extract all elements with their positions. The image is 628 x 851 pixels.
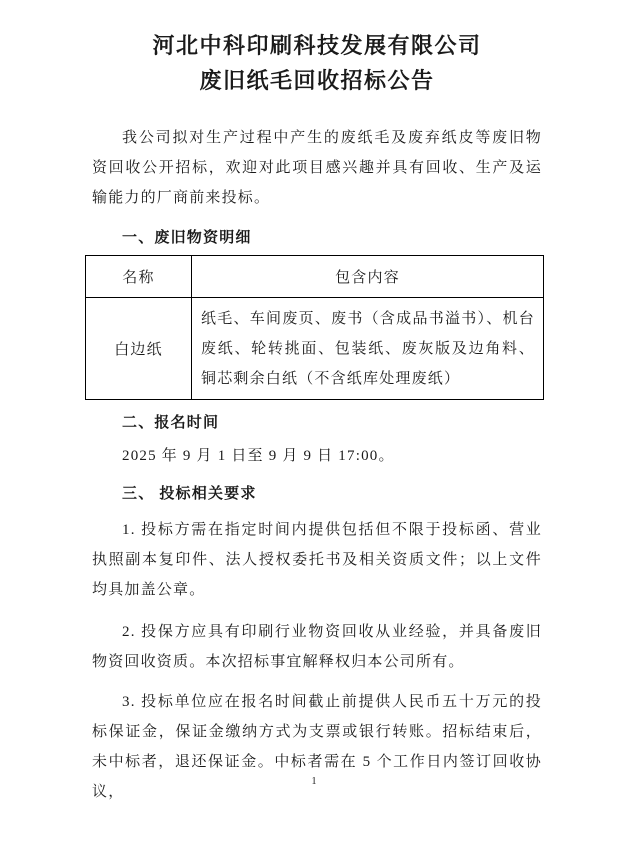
- section-3-heading: 三、 投标相关要求: [122, 486, 257, 502]
- table-header-row: [86, 256, 544, 298]
- table-header-content: 包含内容: [192, 256, 544, 298]
- requirement-item-1: 1. 投标方需在指定时间内提供包括但不限于投标函、营业执照副本复印件、法人授权委托书及相关资质文件；以上文件均具加盖公章。: [92, 522, 542, 598]
- section-2-heading: 二、报名时间: [122, 415, 220, 431]
- section-1-heading: 一、废旧物资明细: [122, 230, 252, 246]
- doc-subtitle: 废旧纸毛回收招标公告: [199, 68, 435, 93]
- doc-title: 河北中科印刷科技发展有限公司: [152, 33, 482, 58]
- intro-paragraph: 我公司拟对生产过程中产生的废纸毛及废弃纸皮等废旧物资回收公开招标，欢迎对此项目感兴趣并具有回收、生产及运输能力的厂商前来投标。: [92, 130, 542, 206]
- table-row: [86, 298, 544, 400]
- table-cell-material-content: 纸毛、车间废页、废书（含成品书溢书）、机台废纸、轮转挑面、包装纸、废灰版及边角料、铜芯剩余白纸（不含纸库处理废纸）: [192, 298, 544, 400]
- table-header-name: 名称: [86, 256, 192, 298]
- title-block: [92, 28, 542, 98]
- registration-period: 2025 年 9 月 1 日至 9 月 9 日 17:00。: [122, 448, 395, 464]
- page-number: 1: [311, 776, 317, 787]
- table-cell-material-name: 白边纸: [86, 298, 192, 400]
- materials-table: [85, 255, 544, 400]
- requirement-item-2: 2. 投保方应具有印刷行业物资回收从业经验，并具备废旧物资回收资质。本次招标事宜解释权归本公司所有。: [92, 624, 542, 670]
- requirement-item-3: 3. 投标单位应在报名时间截止前提供人民币五十万元的投标保证金，保证金缴纳方式为支票或银行转账。招标结束后，未中标者，退还保证金。中标者需在 5 个工作日内签订回收协议，: [92, 694, 542, 800]
